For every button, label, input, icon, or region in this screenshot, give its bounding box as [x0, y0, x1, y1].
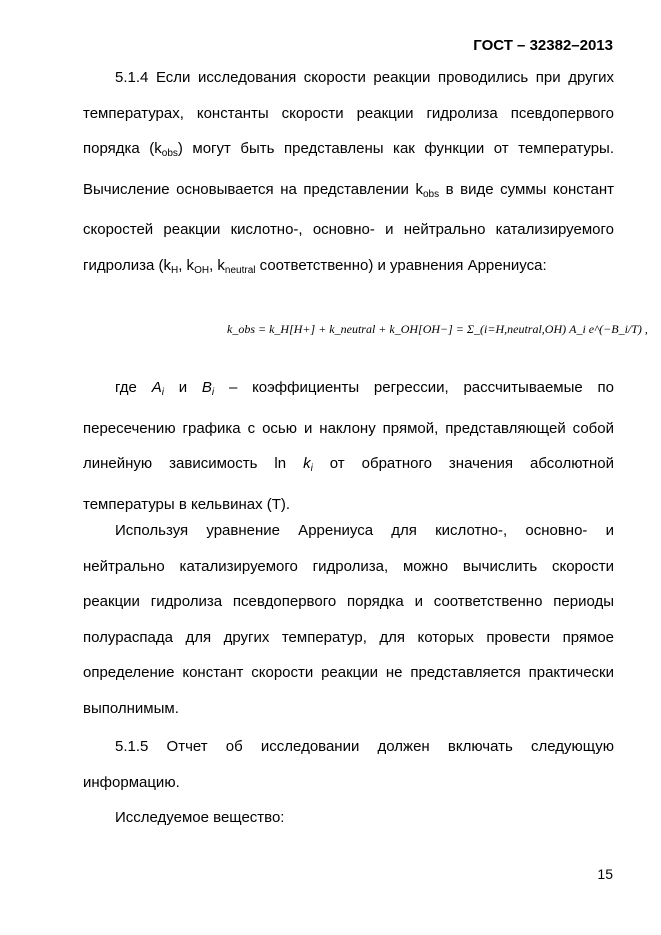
paragraph-regression: где $A_i$ и $B_i$ – коэффициенты регрессии, рассчитываемые по пересечению графика с осью и наклону прямой, представляющей собой линейную зависимость $\ln k_i$ от обратного значения абсолютной температуры в кельвинах (T).: [83, 379, 614, 513]
document-header: ГОСТ – 32382–2013: [473, 37, 613, 54]
formula-text: k_obs = k_H[H+] + k_neutral + k_OH[OH−] = Σ_(i=H,neutral,OH) A_i e^(−B_i/T) ,: [227, 322, 648, 336]
arrhenius-formula: [227, 322, 648, 337]
paragraph-5-1-5: 5.1.5 Отчет об исследовании должен включать следующую информацию.: [83, 738, 614, 791]
paragraph-arrhenius-usage: Используя уравнение Аррениуса для кислотно-, основно- и нейтрально катализируемого гидролиза, можно вычислить скорости реакции гидролиза псевдопервого порядка и соответственно периоды полураспада для других температур, для которых провести прямое определение констант скорости реакции не представляется практически выполнимым.: [83, 522, 614, 717]
paragraph-5-1-4: 5.1.4 Если исследования скорости реакции проводились при других температурах, константы скорости реакции гидролиза псевдопервого порядка $(k_{obs})$ могут быть представлены как функции от температуры. Вычисление основывается на представлении $k_{obs}$ в виде суммы констант скоростей реакции кислотно-, основно- и нейтрально катализируемого гидролиза ($k_H$, $k_{OH}$, $k_{neutral}$ соответственно) и уравнения Аррениуса:: [83, 69, 614, 276]
page-number: 15: [597, 866, 613, 882]
paragraph-test-substance: Исследуемое вещество:: [115, 809, 285, 826]
